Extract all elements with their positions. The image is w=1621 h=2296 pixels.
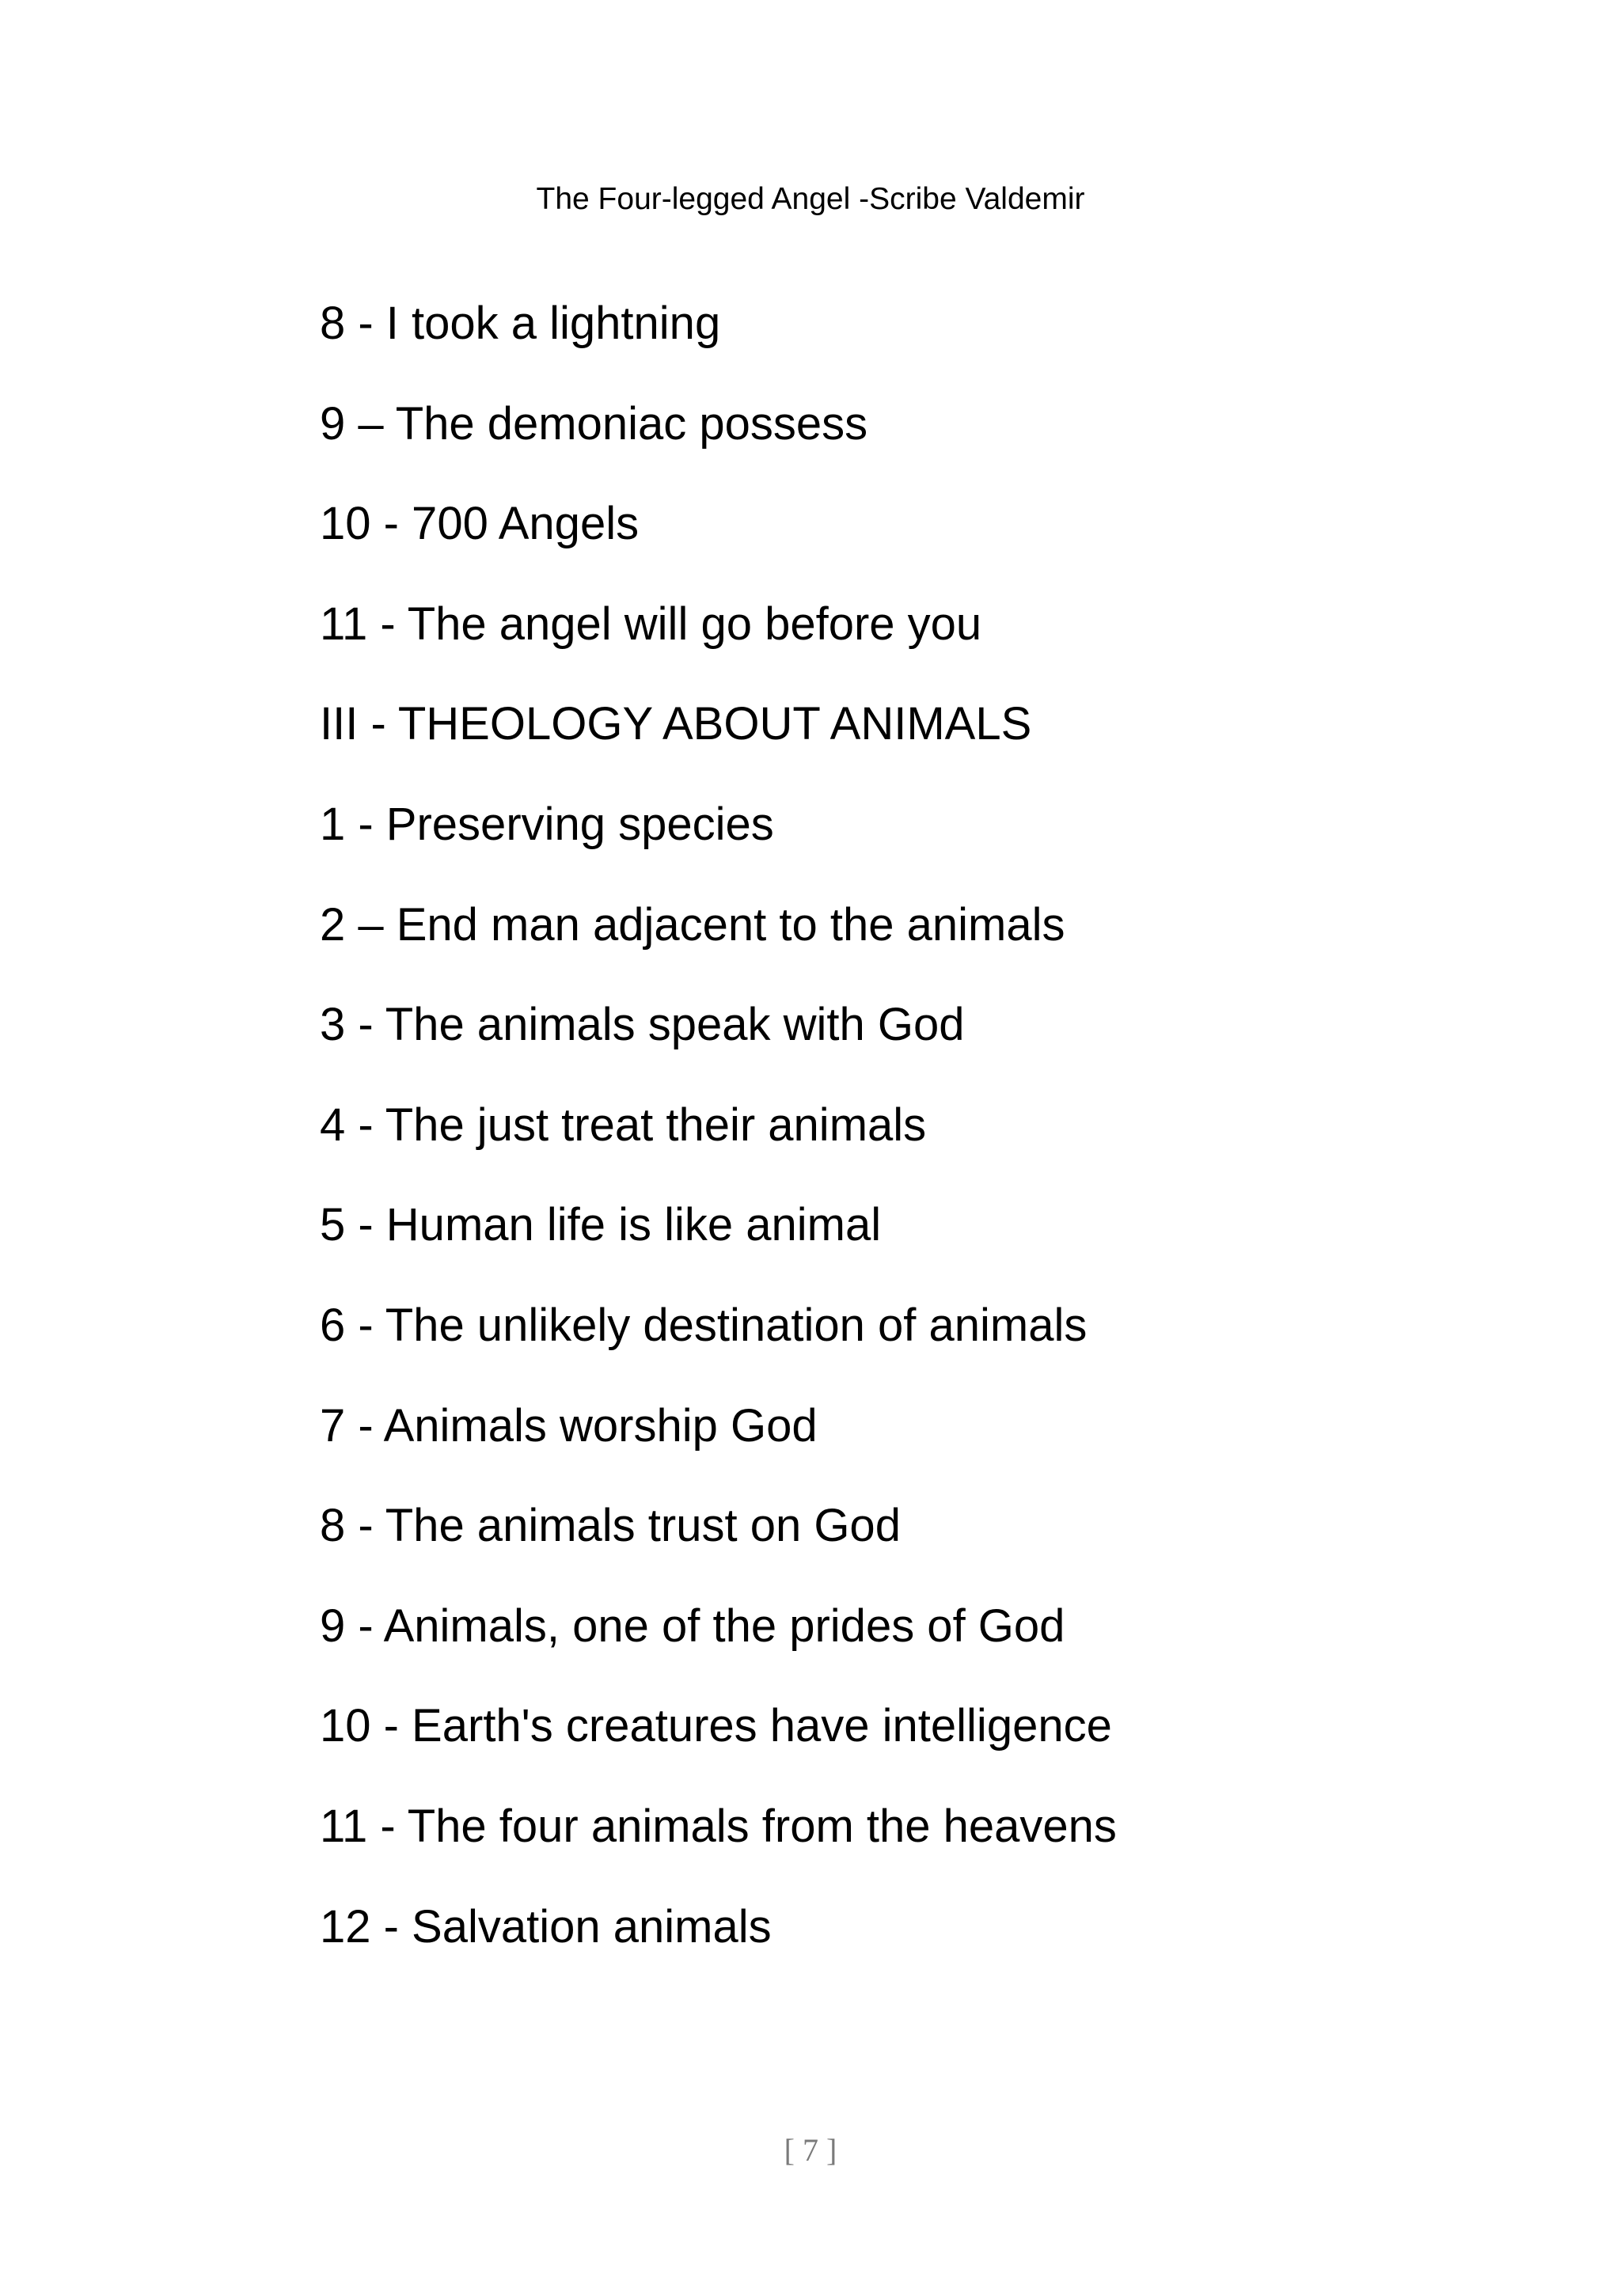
toc-item: 10 - 700 Angels bbox=[320, 498, 640, 550]
table-of-contents bbox=[320, 274, 1117, 1977]
toc-item: 9 – The demoniac possess bbox=[320, 397, 868, 450]
toc-item: 12 - Salvation animals bbox=[320, 1900, 772, 1953]
toc-item: 7 - Animals worship God bbox=[320, 1399, 818, 1452]
toc-section-heading: III - THEOLOGY ABOUT ANIMALS bbox=[320, 698, 1032, 750]
page-number: [ 7 ] bbox=[784, 2132, 837, 2168]
toc-item: 2 – End man adjacent to the animals bbox=[320, 898, 1065, 951]
toc-item: 9 - Animals, one of the prides of God bbox=[320, 1600, 1065, 1652]
toc-item: 8 - The animals trust on God bbox=[320, 1500, 901, 1552]
toc-item: 11 - The four animals from the heavens bbox=[320, 1800, 1117, 1852]
toc-item: 6 - The unlikely destination of animals bbox=[320, 1299, 1088, 1351]
toc-item: 3 - The animals speak with God bbox=[320, 999, 965, 1051]
toc-item: 11 - The angel will go before you bbox=[320, 598, 982, 650]
running-header: The Four-legged Angel -Scribe Valdemir bbox=[536, 182, 1085, 216]
toc-item: 10 - Earth's creatures have intelligence bbox=[320, 1700, 1112, 1752]
toc-item: 1 - Preserving species bbox=[320, 798, 774, 850]
toc-item: 4 - The just treat their animals bbox=[320, 1099, 927, 1151]
toc-item: 5 - Human life is like animal bbox=[320, 1199, 882, 1251]
toc-item: 8 - I took a lightning bbox=[320, 298, 721, 349]
